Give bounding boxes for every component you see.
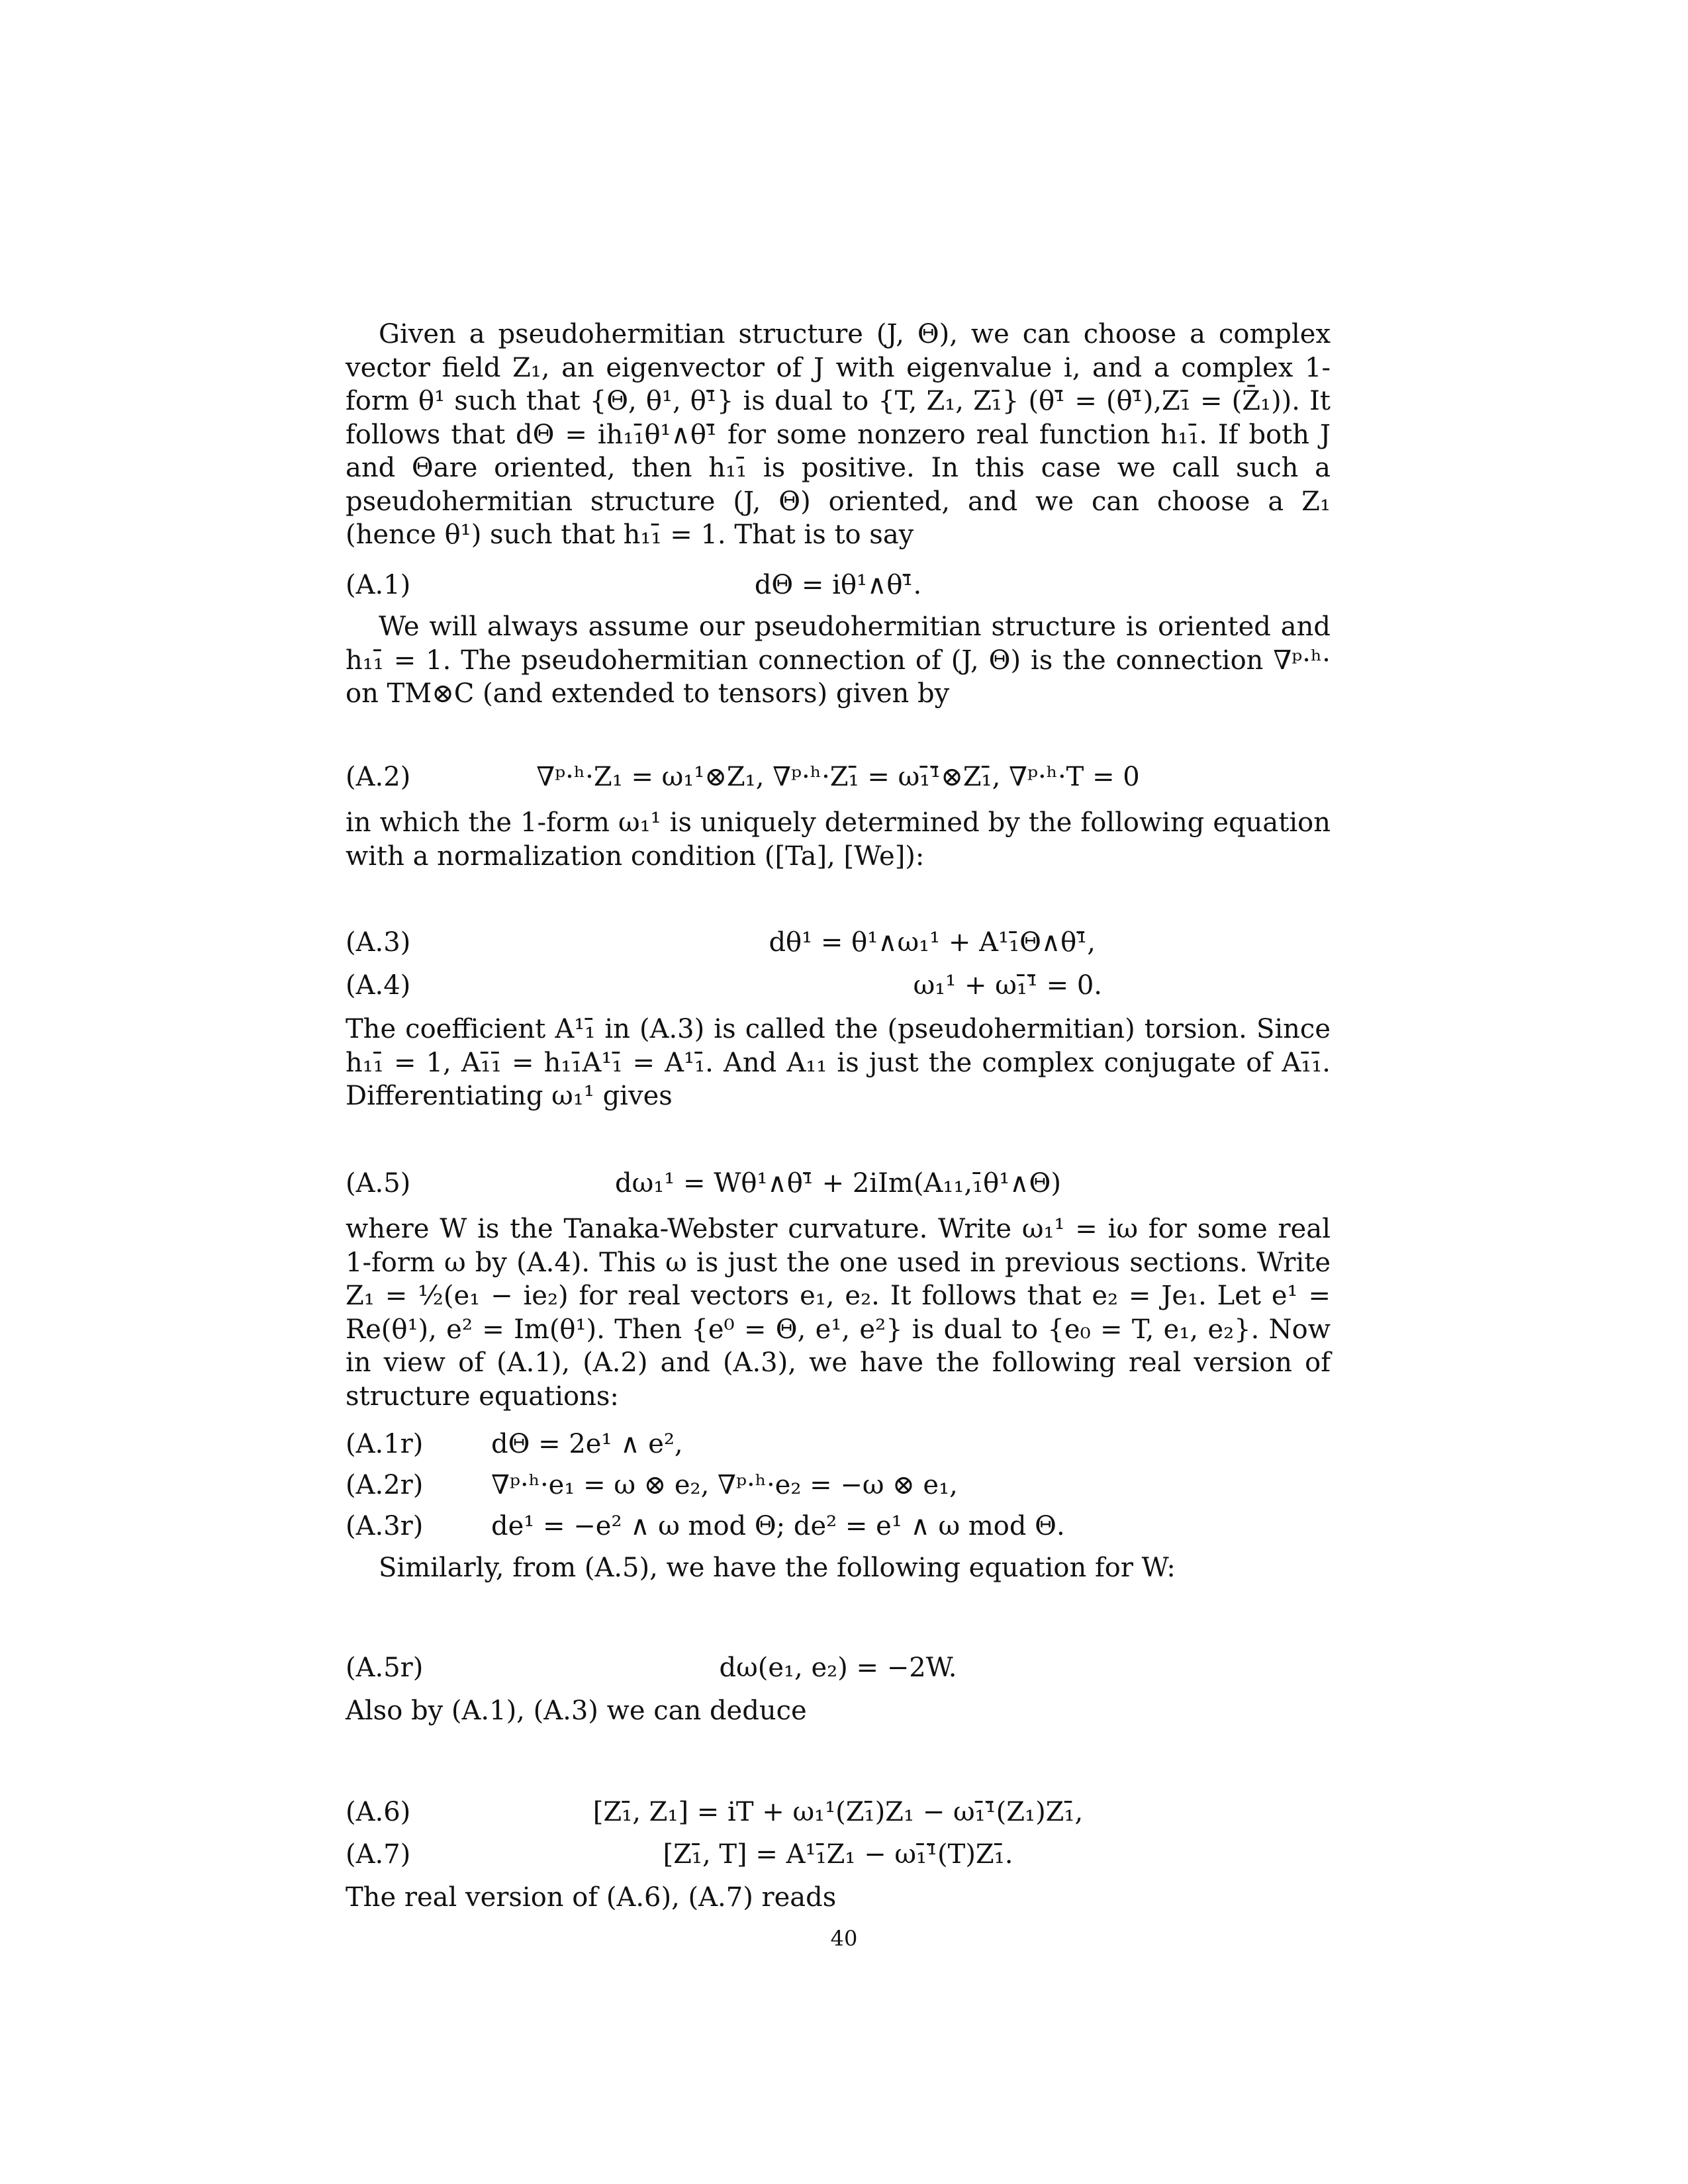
equation-a5r [346, 1651, 1331, 1685]
equation-expression: ∇ᵖ·ʰ·Z₁ = ω₁¹⊗Z₁, ∇ᵖ·ʰ·Z₁̄ = ω₁̄¹̄⊗Z₁̄, ∇ᵖ·ʰ·T = 0 [536, 762, 1140, 792]
equation-label: (A.4) [346, 970, 411, 1001]
equation-expression: [Z₁̄, Z₁] = iT + ω₁¹(Z₁̄)Z₁ − ω₁̄¹̄(Z₁)Z₁̄, [592, 1797, 1084, 1827]
paragraph-5: where W is the Tanaka-Webster curvature. Write ω₁¹ = iω for some real 1-form ω by (A.4). This ω is just the one used in previous sections. Write Z₁ = ½(e₁ − ie₂) for real vectors e₁, e₂. It follows that e₂ = Je₁. Let e¹ = Re(θ¹), e² = Im(θ¹). Then {e⁰ = Θ, e¹, e²} is dual to {e₀ = T, e₁, e₂}. Now in view of (A.1), (A.2) and (A.3), we have the following real version of structure equations: [346, 1214, 1331, 1412]
equation-label: (A.7) [346, 1839, 411, 1870]
paragraph-4: The coefficient A¹₁̄ in (A.3) is called the (pseudohermitian) torsion. Since h₁₁̄ = 1, A₁̄₁̄ = h₁₁̄A¹₁̄ = A¹₁̄. And A₁₁ is just the complex conjugate of A₁̄₁̄. Differentiating ω₁¹ gives [346, 1014, 1331, 1111]
equation-a4 [346, 968, 1331, 1003]
equation-expression: dθ¹ = θ¹∧ω₁¹ + A¹₁̄Θ∧θ¹̄, [769, 927, 1096, 958]
equation-label: (A.5r) [346, 1653, 424, 1683]
equation-a5 [346, 1166, 1331, 1201]
equation-expression: [Z₁̄, T] = A¹₁̄Z₁ − ω₁̄¹̄(T)Z₁̄. [663, 1839, 1013, 1870]
equation-expression: dω(e₁, e₂) = −2W. [719, 1653, 957, 1683]
equation-label: (A.3r) [346, 1511, 424, 1541]
equation-expression: de¹ = −e² ∧ ω mod Θ; de² = e¹ ∧ ω mod Θ. [491, 1511, 1065, 1541]
paragraph-6: Similarly, from (A.5), we have the following equation for W: [379, 1553, 1176, 1583]
equation-expression: dΘ = 2e¹ ∧ e², [491, 1429, 683, 1459]
equation-expression: ∇ᵖ·ʰ·e₁ = ω ⊗ e₂, ∇ᵖ·ʰ·e₂ = −ω ⊗ e₁, [491, 1470, 958, 1500]
equation-label: (A.2r) [346, 1470, 424, 1500]
equation-a3 [346, 925, 1331, 960]
equation-label: (A.1) [346, 570, 411, 600]
equation-a1r [346, 1427, 1331, 1461]
equation-expression: ω₁¹ + ω₁̄¹̄ = 0. [913, 970, 1102, 1001]
equation-label: (A.5) [346, 1168, 411, 1199]
equation-label: (A.6) [346, 1797, 411, 1827]
equation-label: (A.2) [346, 762, 411, 792]
equation-a2 [346, 760, 1331, 794]
equation-a3r [346, 1509, 1331, 1543]
paragraph-3: in which the 1-form ω₁¹ is uniquely determined by the following equation with a normalization condition ([Ta], [We]): [346, 807, 1331, 872]
equation-a2r [346, 1468, 1331, 1502]
paragraph-1: Given a pseudohermitian structure (J, Θ), we can choose a complex vector field Z₁, an eigenvector of J with eigenvalue i, and a complex 1-form θ¹ such that {Θ, θ¹, θ¹̄} is dual to {T, Z₁, Z₁̄} (θ¹̄ = (θ¹̄),Z₁̄ = (Z̄₁)). It follows that dΘ = ih₁₁̄θ¹∧θ¹̄ for some nonzero real function h₁₁̄. If both J and Θare oriented, then h₁₁̄ is positive. In this case we call such a pseudohermitian structure (J, Θ) oriented, and we can choose a Z₁ (hence θ¹) such that h₁₁̄ = 1. That is to say [346, 319, 1331, 550]
equation-a6 [346, 1795, 1331, 1829]
paragraph-2: We will always assume our pseudohermitian structure is oriented and h₁₁̄ = 1. The pseudohermitian connection of (J, Θ) is the connection ∇ᵖ·ʰ· on TM⊗C (and extended to tensors) given by [346, 612, 1331, 709]
equation-a7 [346, 1837, 1331, 1872]
equation-expression: dΘ = iθ¹∧θ¹̄. [754, 570, 922, 600]
paragraph-7: Also by (A.1), (A.3) we can deduce [346, 1696, 807, 1726]
paragraph-8: The real version of (A.6), (A.7) reads [346, 1882, 837, 1913]
equation-label: (A.1r) [346, 1429, 424, 1459]
page-number: 40 [830, 1926, 858, 1951]
equation-a1 [346, 568, 1331, 602]
equation-expression: dω₁¹ = Wθ¹∧θ¹̄ + 2iIm(A₁₁,₁̄θ¹∧Θ) [615, 1168, 1061, 1199]
equation-label: (A.3) [346, 927, 411, 958]
